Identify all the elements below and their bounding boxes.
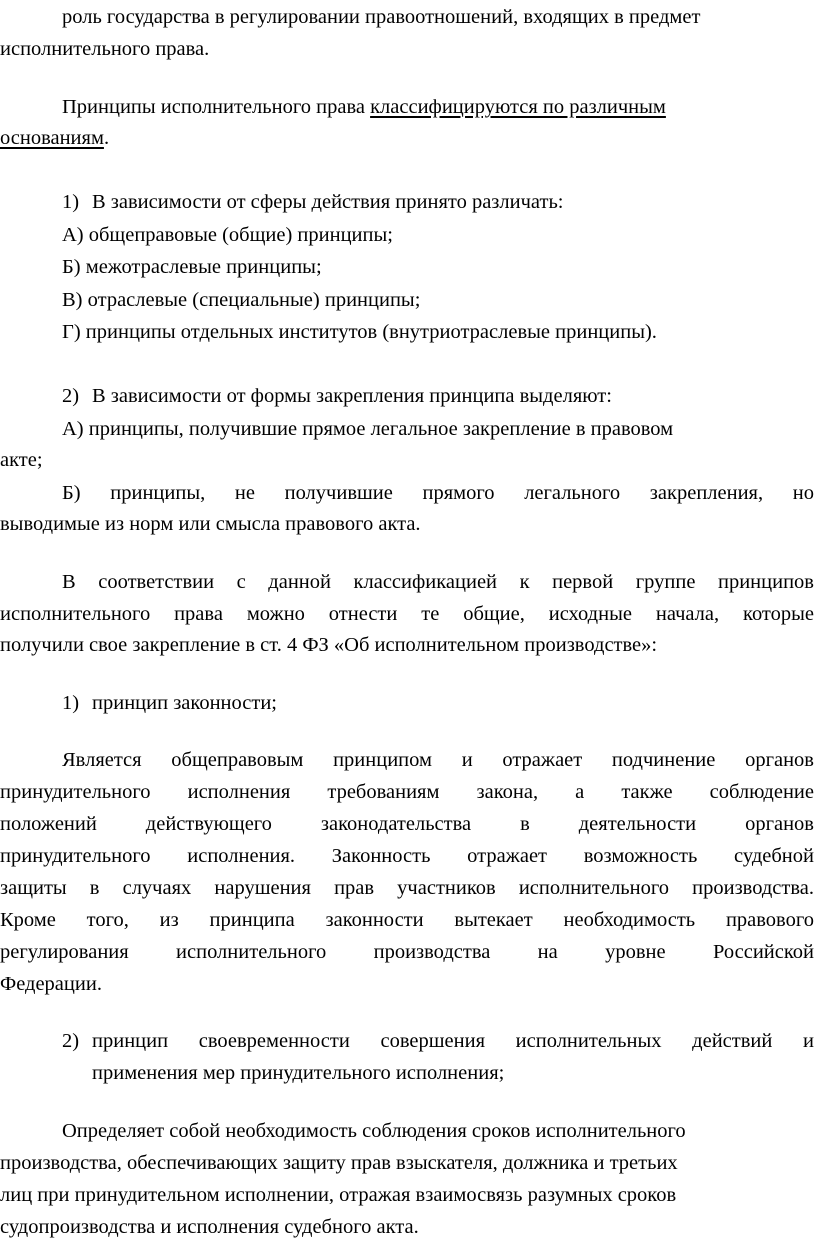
paragraph-line: регулирования исполнительного производства на уровне Российской [0, 941, 814, 963]
list-number: 1) [62, 191, 80, 213]
principle-text: применения мер принудительного исполнения; [92, 1062, 505, 1084]
list-item: В) отраслевые (специальные) принципы; [62, 289, 421, 311]
principle-item [62, 688, 816, 718]
principle-text: принцип законности; [92, 692, 277, 714]
paragraph-line: защиты в случаях нарушения прав участников исполнительного производства. [0, 877, 814, 899]
list-heading [62, 381, 816, 411]
paragraph-line [0, 123, 816, 153]
list-number: 1) [62, 692, 80, 714]
list-item: А) принципы, получившие прямое легальное закрепление в правовом [62, 418, 674, 440]
paragraph-line: положений действующего законодательства в деятельности органов [0, 813, 814, 835]
paragraph-line: лиц при принудительном исполнении, отражая взаимосвязь разумных сроков [0, 1184, 677, 1206]
list-item-continuation: выводимые из норм или смысла правового акта. [0, 513, 421, 535]
paragraph-line: судопроизводства и исполнения судебного акта. [0, 1216, 419, 1238]
list-item: А) общеправовые (общие) принципы; [62, 224, 393, 246]
paragraph-line [62, 92, 816, 122]
list-item: Б) межотраслевые принципы; [62, 256, 322, 278]
list-item: Б) принципы, не получившие прямого легального закрепления, но [62, 482, 814, 504]
list-number: 2) [62, 1030, 80, 1052]
paragraph-line: Является общеправовым принципом и отражает подчинение органов [62, 749, 814, 771]
list-item: Г) принципы отдельных институтов (внутриотраслевые принципы). [62, 321, 657, 343]
underlined-phrase: классифицируются по различным [370, 96, 666, 118]
paragraph-line: роль государства в регулировании правоотношений, входящих в предмет [62, 6, 701, 28]
paragraph-line: Кроме того, из принципа законности вытекает необходимость правового [0, 909, 814, 931]
list-number: 2) [62, 385, 80, 407]
paragraph-line: Определяет собой необходимость соблюдения сроков исполнительного [62, 1120, 686, 1142]
list-heading-text: В зависимости от сферы действия принято различать: [92, 191, 564, 213]
list-heading-text: В зависимости от формы закрепления принципа выделяют: [92, 385, 612, 407]
paragraph-line: принудительного исполнения требованиям закона, а также соблюдение [0, 781, 814, 803]
paragraph-text: . [103, 127, 110, 149]
paragraph-line: принудительного исполнения. Законность отражает возможность судебной [0, 845, 814, 867]
paragraph-text: Принципы исполнительного права [62, 96, 371, 118]
underlined-phrase: основаниям [0, 127, 104, 149]
list-item-continuation: акте; [0, 449, 43, 471]
paragraph-line: исполнительного права можно отнести те общие, исходные начала, которые [0, 603, 814, 625]
paragraph-line: Федерации. [0, 973, 102, 995]
principle-text: принцип своевременности совершения исполнительных действий и [92, 1030, 814, 1052]
paragraph-line: производства, обеспечивающих защиту прав взыскателя, должника и третьих [0, 1152, 678, 1174]
paragraph-line: В соответствии с данной классификацией к первой группе принципов [62, 571, 814, 593]
paragraph-line: исполнительного права. [0, 38, 210, 60]
list-heading [62, 187, 816, 217]
paragraph-line: получили свое закрепление в ст. 4 ФЗ «Об исполнительном производстве»: [0, 634, 658, 656]
